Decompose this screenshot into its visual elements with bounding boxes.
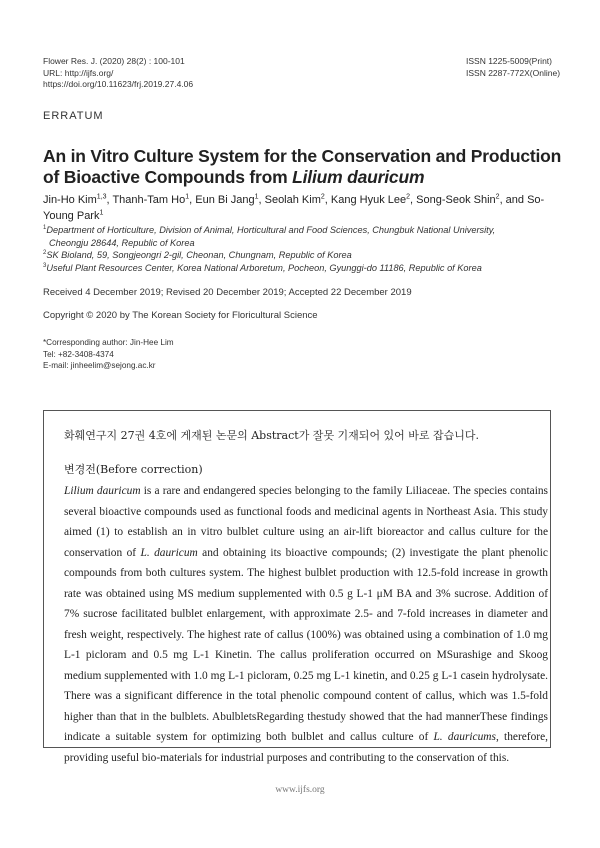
issn-online: ISSN 2287-772X(Online) — [466, 67, 561, 78]
author-affiliation-mark: 1 — [185, 193, 190, 201]
author-name: Thanh-Tam Ho — [112, 194, 186, 206]
author-separator: , — [258, 194, 265, 206]
received-dates: Received 4 December 2019; Revised 20 December 2019; Accepted 22 December 2019 — [43, 287, 412, 298]
abstract-part-2: and obtaining its bioactive compounds; (2) investigate the plant phenolic compounds from both cultures system. The highest bulblet production with 12.5-fold increase in growth rate was obtained using MS medium supplemented with 0.5 g L-1 μM BA and 3% sucrose. Addition of 7% sucrose facilitated bulblet enlargement, with approximate 2.5- and 7-fold increases in diameter and fresh weight, respectively. The highest rate of callus (100%) was obtained using a combination of 1.0 mg L-1 picloram and 0.5 mg L-1 Kinetin. The callus proliferation occurred on MSurashige and Skoog medium supplemented with 1.0 mg L-1 picloram, 0.25 mg L-1 kinetin, and 0.25 g L-1 casein hydrolysate. There was a significant difference in the total phenolic compound content of callus, which was 1.5-fold higher than that in the bulblets. AbulbletsRegarding thestudy showed that the had mannerThese findings indicate a suitable system for optimizing both bulblet and callus culture of — [64, 546, 548, 743]
before-correction-label: 변경전(Before correction) — [64, 463, 203, 476]
author-affiliation-mark: 1 — [254, 193, 259, 201]
url-line[interactable]: URL: http://ijfs.org/ — [43, 67, 114, 78]
correction-box — [43, 410, 551, 764]
affiliation-text-cont: Cheongju 28644, Republic of Korea — [49, 237, 195, 248]
footer-url[interactable]: www.ijfs.org — [275, 785, 325, 795]
affiliation-text: Department of Horticulture, Division of Animal, Horticultural and Food Sciences, Chungbuk National University, — [46, 225, 496, 235]
affiliation-number: 1 — [43, 224, 47, 231]
title-main: An in Vitro Culture System for the Conservation and Production of Bioactive Compounds from — [43, 146, 562, 187]
author-separator: , — [189, 194, 196, 206]
issn-print: ISSN 1225-5009(Print) — [466, 56, 552, 66]
title-species: Lilium dauricum — [292, 166, 425, 187]
corresponding-author: *Corresponding author: Jin-Hee Lim — [43, 338, 174, 347]
author-affiliation-mark: 2 — [320, 193, 325, 201]
author-name: Kang Hyuk Lee — [330, 194, 407, 206]
author-name: Song-Seok Shin — [416, 194, 496, 206]
author-separator: , — [106, 194, 113, 206]
article-title — [43, 146, 563, 187]
author-name: Jin-Ho Kim — [43, 194, 97, 206]
abstract-text — [64, 481, 548, 768]
affiliation-number: 2 — [43, 249, 47, 256]
author-affiliation-mark: 1,3 — [96, 193, 107, 201]
affiliation-text: SK Bioland, 59, Songjeongri 2-gil, Cheonan, Chungnam, Republic of Korea — [46, 250, 352, 260]
journal-line: Flower Res. J. (2020) 28(2) : 100-101 — [43, 56, 185, 66]
telephone: Tel: +82-3408-4374 — [43, 349, 114, 359]
species-abbr: L. dauricum — [140, 546, 198, 559]
author-affiliation-mark: 2 — [406, 193, 411, 201]
affiliation-item — [43, 249, 563, 262]
journal-citation — [43, 56, 193, 91]
issn-block — [466, 56, 560, 79]
author-name: Eun Bi Jang — [195, 194, 255, 206]
affiliation-item — [43, 224, 563, 237]
abstract-part-3: , therefore, providing useful bio-materials for industrial purposes and contributing to the conservation of this. — [64, 731, 548, 764]
email[interactable]: E-mail: jinheelim@sejong.ac.kr — [43, 361, 156, 370]
author-name: Seolah Kim — [264, 194, 321, 206]
species-name: Lilium dauricum — [64, 485, 141, 497]
affiliations — [43, 224, 563, 274]
abstract-part-1: is a rare and endangered species belonging to the family Liliaceae. The species contains several bioactive compounds used as functional foods and medicinal agents in Northeast Asia. This study aimed (1) to establish an in vitro bulblet culture using an air-lift bioreactor and callus culture for the conservation of — [64, 485, 548, 559]
affiliation-item — [43, 262, 563, 275]
copyright-line: Copyright © 2020 by The Korean Society for Floricultural Science — [43, 310, 318, 321]
author-affiliation-mark: 1 — [99, 209, 104, 217]
doi-line[interactable]: https://doi.org/10.11623/frj.2019.27.4.06 — [43, 79, 194, 89]
species-abbr-2: L. dauricums — [433, 731, 496, 743]
author-separator: , — [410, 194, 417, 206]
affiliation-text: Useful Plant Resources Center, Korea National Arboretum, Pocheon, Gyunggi-do 11186, Republic of Korea — [46, 262, 482, 273]
correction-notice: 화훼연구지 27권 4호에 게재된 논문의 Abstract가 잘못 기재되어 있어 바로 잡습니다. — [64, 429, 480, 442]
author-name: So-Young Park — [43, 194, 545, 222]
author-affiliation-mark: 2 — [495, 193, 500, 201]
affiliation-number: 3 — [43, 262, 47, 269]
author-separator: , and — [499, 194, 528, 206]
section-label: ERRATUM — [43, 110, 104, 122]
author-list — [43, 192, 563, 224]
author-separator: , — [324, 194, 331, 206]
contact-block — [43, 337, 174, 372]
